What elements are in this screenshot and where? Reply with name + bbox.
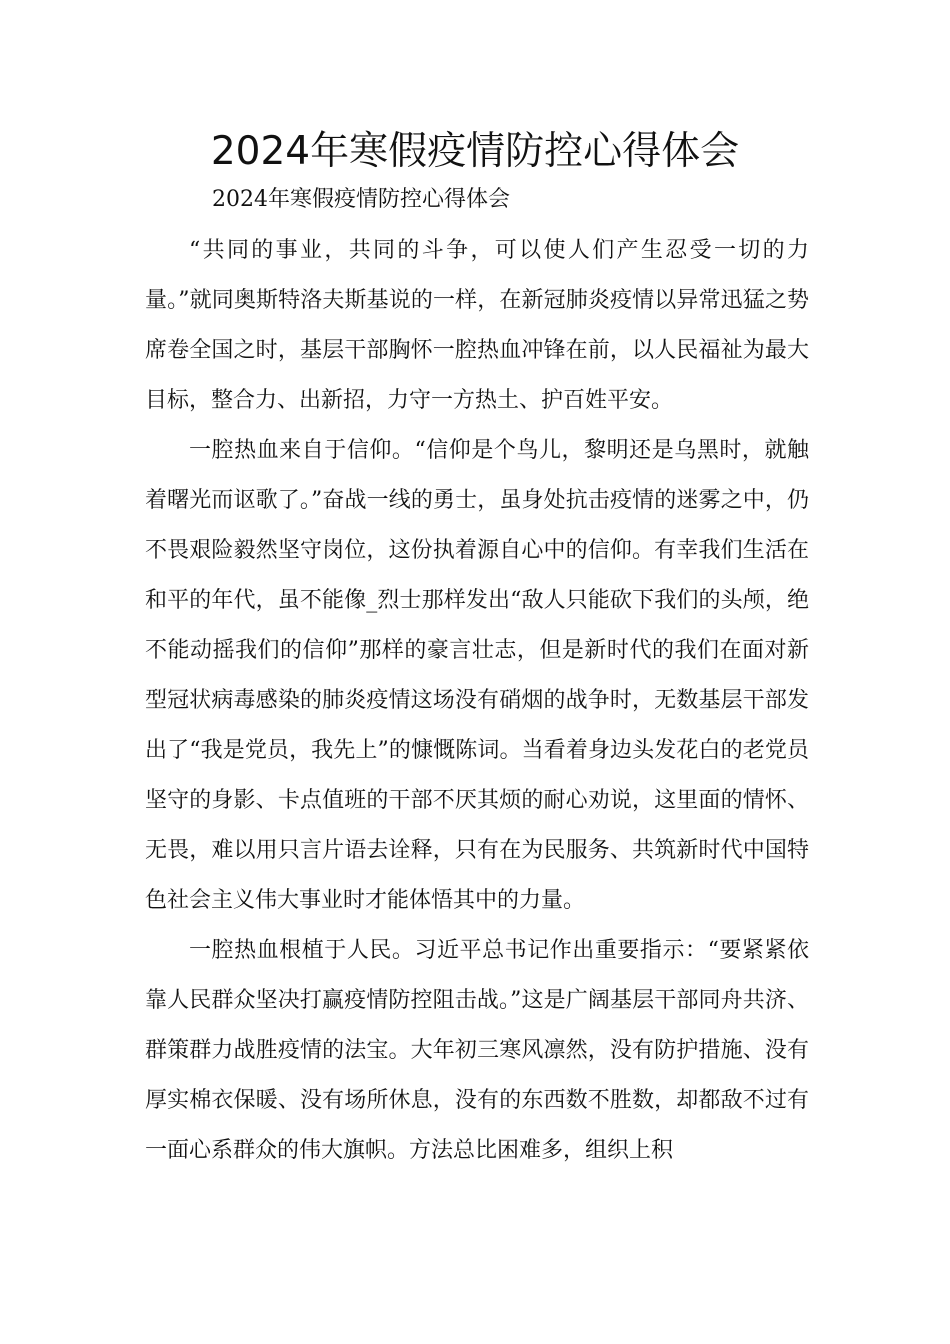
paragraph: “共同的事业，共同的斗争，可以使人们产生忍受一切的力量。”就同奥斯特洛夫斯基说的一样，在新冠肺炎疫情以异常迅猛之势席卷全国之时，基层干部胸怀一腔热血冲锋在前，以人民福祉为最大目标，整合力、出新招，力守一方热土、护百姓平安。	[145, 238, 809, 413]
paragraph: 一腔热血根植于人民。习近平总书记作出重要指示：“要紧紧依靠人民群众坚决打赢疫情防控阻击战。”这是广阔基层干部同舟共济、群策群力战胜疫情的法宝。大年初三寒风凛然，没有防护措施、没有厚实棉衣保暖、没有场所休息，没有的东西数不胜数，却都敌不过有一面心系群众的伟大旗帜。方法总比困难多，组织上积	[145, 938, 809, 1163]
document-subtitle: 2024年寒假疫情防控心得体会	[212, 187, 510, 212]
document-body	[145, 226, 809, 1176]
paragraph: 一腔热血来自于信仰。“信仰是个鸟儿，黎明还是乌黑时，就触着曙光而讴歌了。”奋战一线的勇士，虽身处抗击疫情的迷雾之中，仍不畏艰险毅然坚守岗位，这份执着源自心中的信仰。有幸我们生活在和平的年代，虽不能像_烈士那样发出“敌人只能砍下我们的头颅，绝不能动摇我们的信仰”那样的豪言壮志，但是新时代的我们在面对新型冠状病毒感染的肺炎疫情这场没有硝烟的战争时，无数基层干部发出了“我是党员，我先上”的慷慨陈词。当看着身边头发花白的老党员坚守的身影、卡点值班的干部不厌其烦的耐心劝说，这里面的情怀、无畏，难以用只言片语去诠释，只有在为民服务、共筑新时代中国特色社会主义伟大事业时才能体悟其中的力量。	[145, 438, 809, 913]
document-title: 2024年寒假疫情防控心得体会	[210, 129, 740, 174]
